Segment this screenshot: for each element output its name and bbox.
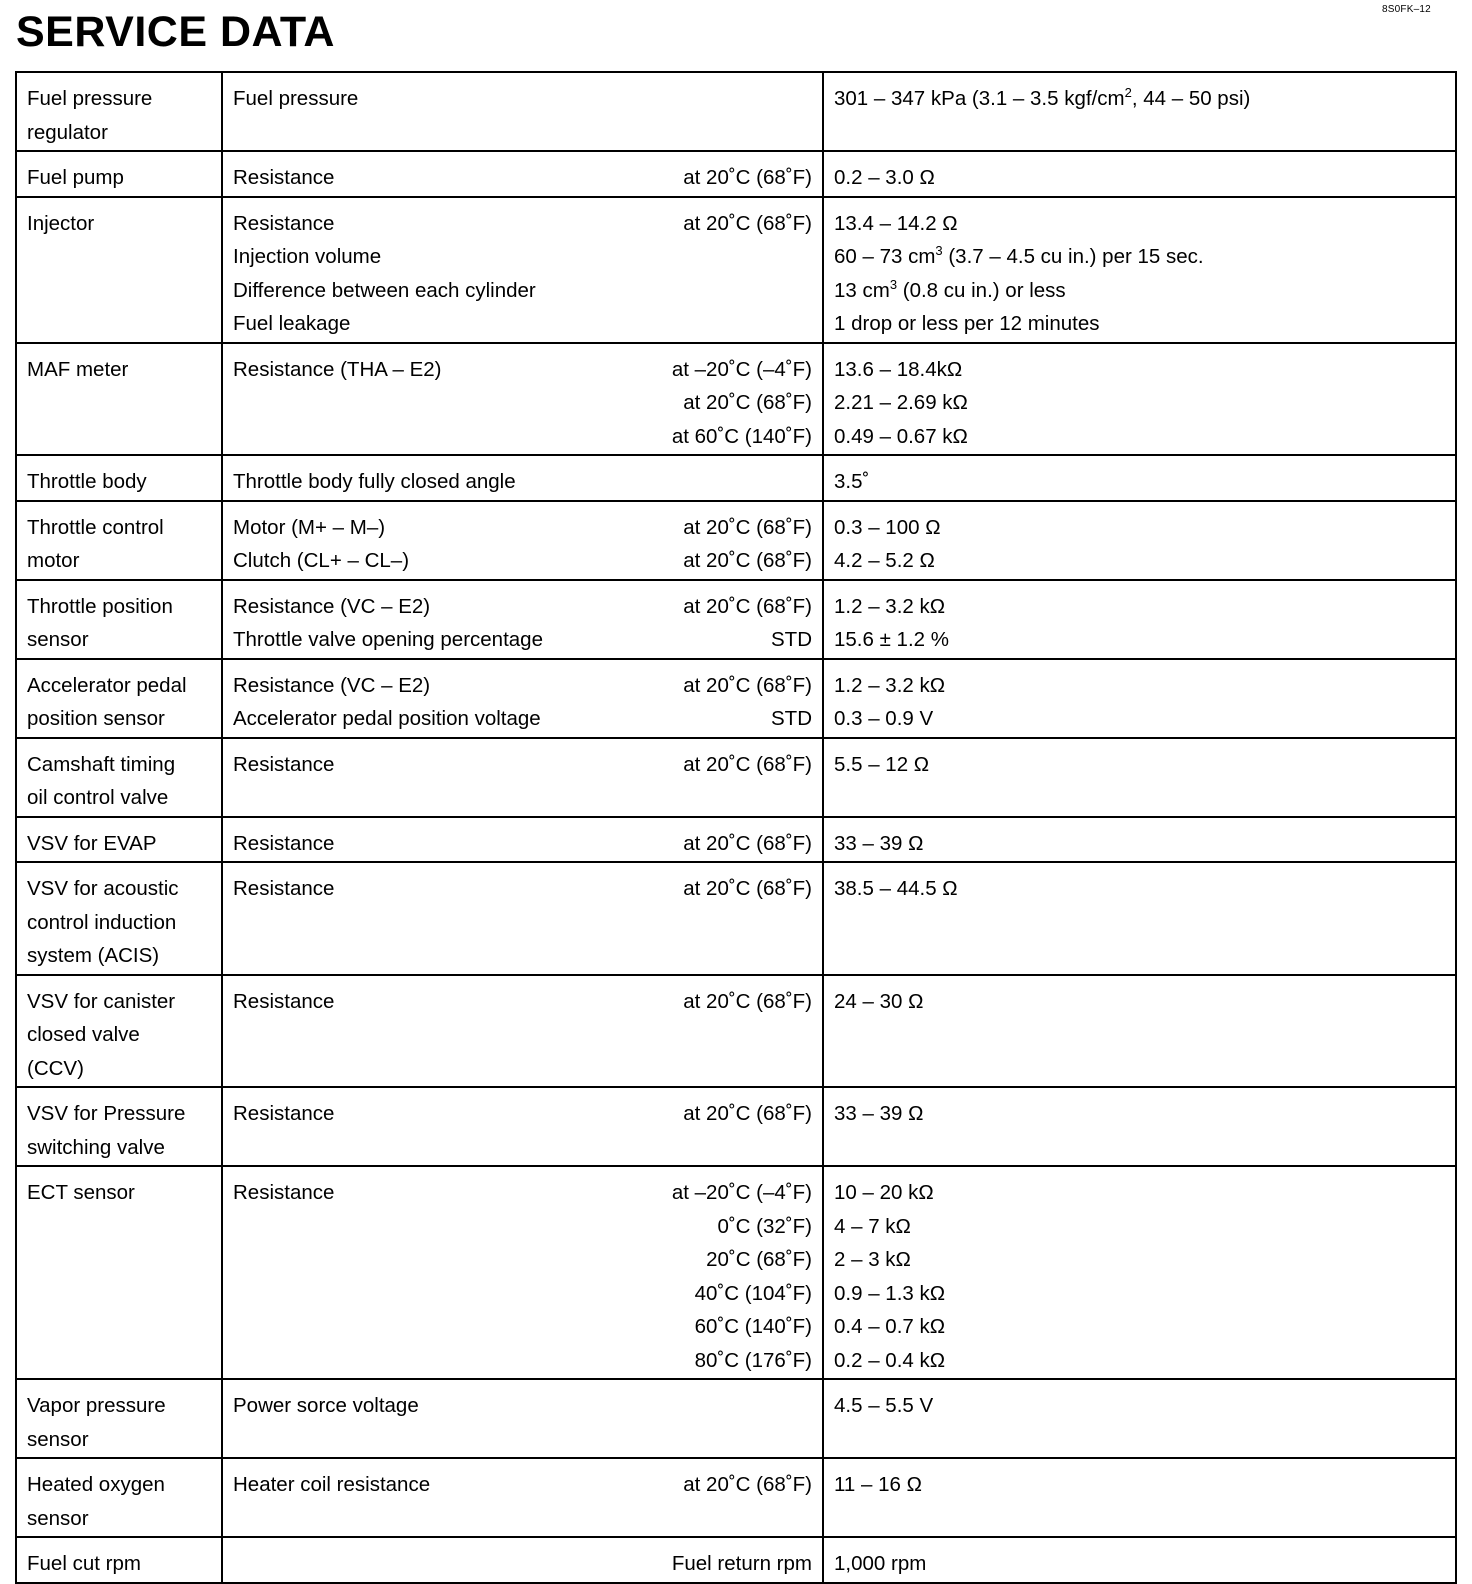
spec-condition: at 20˚C (68˚F): [683, 515, 812, 539]
value-text: 13.4 – 14.2 Ω: [834, 211, 958, 235]
value-text: 1,000 rpm: [834, 1552, 927, 1575]
spec-item: Resistance (VC – E2): [233, 673, 431, 697]
spec-condition: at 20˚C (68˚F): [683, 166, 812, 189]
spec-line: [233, 1210, 812, 1244]
table-row: [16, 455, 1456, 501]
value-cell: [823, 72, 1456, 151]
spec-condition: at 20˚C (68˚F): [683, 673, 812, 697]
spec-value: [834, 985, 1445, 1019]
spec-line: [233, 307, 812, 341]
component-name-line: VSV for acoustic: [27, 877, 179, 900]
value-cell: [823, 580, 1456, 659]
component-cell: [16, 975, 222, 1088]
value-text: 0.2 – 0.4 kΩ: [834, 1348, 946, 1372]
component-name-line: sensor: [27, 628, 89, 651]
value-cell: [823, 1537, 1456, 1583]
spec-condition: 0˚C (32˚F): [717, 1214, 812, 1238]
value-text: 0.3 – 100 Ω: [834, 515, 941, 539]
value-text: 38.5 – 44.5 Ω: [834, 877, 958, 900]
spec-value: [834, 748, 1445, 782]
table-row: [16, 343, 1456, 456]
value-text: 13 cm: [834, 278, 890, 302]
spec-line: [233, 207, 812, 241]
spec-line: [233, 1277, 812, 1311]
component-cell: [16, 862, 222, 975]
spec-value: [834, 465, 1445, 499]
spec-line: [233, 623, 812, 657]
spec-value: [834, 353, 1445, 387]
spec-line: [233, 590, 812, 624]
table-row: [16, 1379, 1456, 1458]
component-name-line: closed valve: [27, 1023, 140, 1046]
value-text: 0.49 – 0.67 kΩ: [834, 424, 968, 448]
value-text: 0.4 – 0.7 kΩ: [834, 1315, 946, 1338]
component-name-line: (CCV): [27, 1056, 84, 1080]
item-cell: [222, 455, 823, 501]
value-text: 24 – 30 Ω: [834, 989, 924, 1013]
component-name-line: Injector: [27, 211, 95, 235]
spec-line: [233, 1176, 812, 1210]
component-cell: [16, 455, 222, 501]
spec-line: [233, 420, 812, 454]
spec-value: [834, 1097, 1445, 1131]
table-row: [16, 197, 1456, 343]
spec-condition: at 20˚C (68˚F): [683, 877, 812, 900]
component-name-line: Fuel pressure: [27, 87, 153, 110]
item-cell: [222, 1166, 823, 1379]
component-cell: [16, 197, 222, 343]
spec-value: [834, 240, 1445, 274]
component-name-line: Heated oxygen: [27, 1473, 165, 1496]
spec-value: [834, 872, 1445, 906]
value-text: 4.2 – 5.2 Ω: [834, 549, 935, 572]
value-text: 301 – 347 kPa (3.1 – 3.5 kgf/cm: [834, 87, 1125, 110]
component-name-line: Fuel cut rpm: [27, 1552, 141, 1575]
spec-condition: at 20˚C (68˚F): [683, 1473, 812, 1496]
spec-item: Difference between each cylinder: [233, 278, 536, 302]
spec-value: [834, 511, 1445, 545]
superscript: 3: [889, 276, 898, 292]
component-cell: [16, 817, 222, 863]
spec-item: Injection volume: [233, 245, 382, 268]
spec-line: [233, 386, 812, 420]
component-cell: [16, 1379, 222, 1458]
component-name-line: Throttle control: [27, 515, 164, 539]
value-cell: [823, 1379, 1456, 1458]
spec-line: [233, 465, 812, 499]
table-row: [16, 501, 1456, 580]
spec-item: Resistance: [233, 877, 335, 900]
item-cell: [222, 1537, 823, 1583]
value-text: 2.21 – 2.69 kΩ: [834, 391, 968, 414]
value-text: 5.5 – 12 Ω: [834, 752, 930, 776]
table-row: [16, 1166, 1456, 1379]
spec-condition: 80˚C (176˚F): [694, 1348, 812, 1372]
component-cell: [16, 659, 222, 738]
spec-line: [233, 1310, 812, 1344]
spec-item: Motor (M+ – M–): [233, 515, 386, 539]
spec-condition: at 20˚C (68˚F): [683, 1102, 812, 1125]
item-cell: [222, 151, 823, 197]
component-name-line: sensor: [27, 1506, 89, 1530]
spec-condition: at 20˚C (68˚F): [683, 752, 812, 776]
value-text: 2 – 3 kΩ: [834, 1248, 911, 1271]
spec-value: [834, 420, 1445, 454]
spec-line: [233, 353, 812, 387]
component-name-line: control induction: [27, 910, 177, 934]
value-text: 1.2 – 3.2 kΩ: [834, 673, 946, 697]
spec-value: [834, 274, 1445, 308]
spec-line: [233, 82, 812, 116]
table-row: [16, 1458, 1456, 1537]
value-cell: [823, 455, 1456, 501]
spec-value: [834, 1277, 1445, 1311]
value-text: 15.6 ± 1.2 %: [834, 628, 949, 651]
spec-condition: at –20˚C (–4˚F): [671, 357, 812, 381]
spec-line: [233, 985, 812, 1019]
item-cell: [222, 1379, 823, 1458]
table-row: [16, 1087, 1456, 1166]
spec-item: Throttle valve opening percentage: [233, 628, 543, 651]
table-row: [16, 72, 1456, 151]
item-cell: [222, 817, 823, 863]
spec-value: [834, 1389, 1445, 1423]
spec-line: [233, 702, 812, 736]
spec-item: Accelerator pedal position voltage: [233, 707, 541, 730]
value-cell: [823, 659, 1456, 738]
component-name-line: Vapor pressure: [27, 1394, 166, 1417]
table-row: [16, 659, 1456, 738]
spec-line: [233, 1344, 812, 1378]
value-text: 1.2 – 3.2 kΩ: [834, 594, 946, 618]
component-cell: [16, 1458, 222, 1537]
value-text: (0.8 cu in.) or less: [897, 278, 1066, 302]
spec-condition: at 20˚C (68˚F): [683, 211, 812, 235]
spec-value: [834, 1344, 1445, 1378]
spec-condition: 40˚C (104˚F): [694, 1281, 812, 1305]
value-cell: [823, 1166, 1456, 1379]
spec-condition: at 20˚C (68˚F): [683, 989, 812, 1013]
spec-line: [233, 827, 812, 861]
spec-item: Throttle body fully closed angle: [233, 470, 516, 493]
spec-item: Resistance: [233, 831, 335, 855]
component-name-line: ECT sensor: [27, 1181, 135, 1204]
spec-line: [233, 161, 812, 195]
value-text: 13.6 – 18.4kΩ: [834, 357, 963, 381]
value-text: , 44 – 50 psi): [1131, 87, 1251, 110]
spec-line: [233, 511, 812, 545]
table-row: [16, 580, 1456, 659]
component-name-line: Throttle body: [27, 470, 147, 493]
table-row: [16, 738, 1456, 817]
component-cell: [16, 501, 222, 580]
component-cell: [16, 343, 222, 456]
spec-value: [834, 1210, 1445, 1244]
component-cell: [16, 72, 222, 151]
value-text: 11 – 16 Ω: [834, 1473, 922, 1496]
superscript: 2: [1124, 85, 1132, 100]
spec-condition: Fuel return rpm: [671, 1552, 812, 1575]
spec-condition: 20˚C (68˚F): [706, 1248, 812, 1271]
component-name-line: Camshaft timing: [27, 752, 176, 776]
component-cell: [16, 1166, 222, 1379]
spec-value: [834, 386, 1445, 420]
value-text: 60 – 73 cm: [834, 245, 936, 268]
spec-line: [233, 274, 812, 308]
item-cell: [222, 862, 823, 975]
spec-line: [233, 1468, 812, 1502]
value-cell: [823, 343, 1456, 456]
spec-item: Resistance (THA – E2): [233, 357, 442, 381]
service-data-table: [15, 71, 1457, 1584]
spec-item: Resistance: [233, 1181, 335, 1204]
item-cell: [222, 738, 823, 817]
spec-value: [834, 827, 1445, 861]
component-cell: [16, 1537, 222, 1583]
component-name-line: regulator: [27, 120, 108, 144]
spec-value: [834, 1547, 1445, 1581]
spec-value: [834, 1176, 1445, 1210]
item-cell: [222, 501, 823, 580]
component-name-line: VSV for EVAP: [27, 831, 157, 855]
spec-value: [834, 544, 1445, 578]
spec-line: [233, 1389, 812, 1423]
table-row: [16, 1537, 1456, 1583]
spec-item: Fuel pressure: [233, 87, 359, 110]
item-cell: [222, 343, 823, 456]
spec-condition: 60˚C (140˚F): [694, 1315, 812, 1338]
item-cell: [222, 659, 823, 738]
spec-value: [834, 669, 1445, 703]
value-text: (3.7 – 4.5 cu in.) per 15 sec.: [942, 245, 1204, 268]
component-name-line: VSV for canister: [27, 989, 176, 1013]
spec-item: Power sorce voltage: [233, 1394, 419, 1417]
value-text: 33 – 39 Ω: [834, 831, 924, 855]
document-code: 8S0FK–12: [1382, 4, 1431, 15]
item-cell: [222, 72, 823, 151]
component-name-line: oil control valve: [27, 786, 169, 809]
spec-value: [834, 702, 1445, 736]
spec-condition: at 20˚C (68˚F): [683, 831, 812, 855]
item-cell: [222, 1458, 823, 1537]
component-name-line: Fuel pump: [27, 166, 124, 189]
spec-item: Resistance: [233, 1102, 335, 1125]
spec-item: Resistance (VC – E2): [233, 594, 431, 618]
component-name-line: VSV for Pressure: [27, 1102, 186, 1125]
spec-line: [233, 1243, 812, 1277]
value-text: 4.5 – 5.5 V: [834, 1394, 934, 1417]
item-cell: [222, 975, 823, 1088]
value-cell: [823, 817, 1456, 863]
spec-condition: STD: [771, 628, 812, 651]
spec-item: Fuel leakage: [233, 312, 351, 335]
spec-condition: at –20˚C (–4˚F): [671, 1181, 812, 1204]
value-cell: [823, 1458, 1456, 1537]
value-cell: [823, 1087, 1456, 1166]
value-text: 3.5˚: [834, 470, 870, 493]
value-text: 10 – 20 kΩ: [834, 1181, 934, 1204]
item-cell: [222, 197, 823, 343]
component-cell: [16, 1087, 222, 1166]
spec-line: [233, 1097, 812, 1131]
spec-condition: at 20˚C (68˚F): [683, 391, 812, 414]
spec-item: Resistance: [233, 166, 335, 189]
spec-value: [834, 82, 1445, 116]
spec-line: [233, 240, 812, 274]
spec-line: [233, 872, 812, 906]
spec-value: [834, 1468, 1445, 1502]
item-cell: [222, 580, 823, 659]
table-row: [16, 862, 1456, 975]
component-name-line: MAF meter: [27, 357, 129, 381]
component-name-line: sensor: [27, 1427, 89, 1451]
value-text: 0.2 – 3.0 Ω: [834, 166, 935, 189]
value-cell: [823, 862, 1456, 975]
value-cell: [823, 151, 1456, 197]
value-cell: [823, 197, 1456, 343]
component-name-line: motor: [27, 549, 80, 572]
spec-line: [233, 1547, 812, 1581]
table-row: [16, 151, 1456, 197]
table-row: [16, 975, 1456, 1088]
spec-value: [834, 1243, 1445, 1277]
item-cell: [222, 1087, 823, 1166]
component-name-line: switching valve: [27, 1135, 165, 1159]
spec-condition: at 60˚C (140˚F): [671, 424, 812, 448]
value-text: 0.9 – 1.3 kΩ: [834, 1281, 946, 1305]
component-name-line: system (ACIS): [27, 944, 160, 967]
component-cell: [16, 580, 222, 659]
value-text: 33 – 39 Ω: [834, 1102, 924, 1125]
spec-condition: at 20˚C (68˚F): [683, 594, 812, 618]
component-cell: [16, 738, 222, 817]
spec-value: [834, 207, 1445, 241]
value-cell: [823, 501, 1456, 580]
spec-line: [233, 669, 812, 703]
component-cell: [16, 151, 222, 197]
value-cell: [823, 975, 1456, 1088]
value-text: 4 – 7 kΩ: [834, 1214, 911, 1238]
component-name-line: Throttle position: [27, 594, 173, 618]
spec-value: [834, 1310, 1445, 1344]
spec-item: Resistance: [233, 752, 335, 776]
component-name-line: Accelerator pedal: [27, 673, 187, 697]
spec-value: [834, 307, 1445, 341]
spec-value: [834, 623, 1445, 657]
spec-item: Heater coil resistance: [233, 1473, 431, 1496]
spec-line: [233, 544, 812, 578]
page-title: SERVICE DATA: [16, 8, 335, 56]
spec-item: Clutch (CL+ – CL–): [233, 549, 410, 572]
service-data-table-body: [16, 72, 1456, 1583]
spec-item: Resistance: [233, 211, 335, 235]
spec-value: [834, 161, 1445, 195]
value-text: 0.3 – 0.9 V: [834, 707, 934, 730]
value-cell: [823, 738, 1456, 817]
superscript: 3: [935, 243, 943, 258]
spec-item: Resistance: [233, 989, 335, 1013]
spec-value: [834, 590, 1445, 624]
spec-condition: at 20˚C (68˚F): [683, 549, 812, 572]
spec-line: [233, 748, 812, 782]
table-row: [16, 817, 1456, 863]
component-name-line: position sensor: [27, 707, 165, 730]
spec-condition: STD: [771, 707, 812, 730]
value-text: 1 drop or less per 12 minutes: [834, 312, 1100, 335]
